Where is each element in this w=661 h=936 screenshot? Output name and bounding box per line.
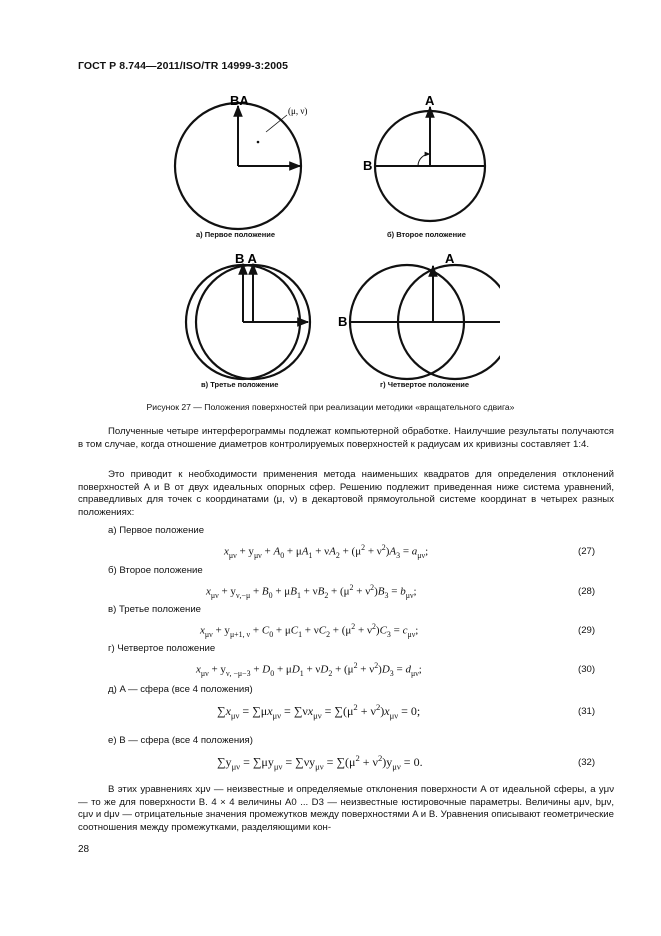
point-dot bbox=[257, 141, 260, 144]
label-ba: BA bbox=[230, 93, 249, 108]
label-a: A bbox=[445, 251, 455, 266]
panel-first-position bbox=[175, 93, 307, 229]
equation-label-27: а) Первое положение bbox=[108, 525, 205, 536]
rotation-arc bbox=[418, 154, 430, 166]
equation-27: $x_{\mu\nu} + y_{\mu\nu} + A_0 + \mu A_1 + \nu A_2 + (\mu^2 + \nu^2)A_3 = a_{\mu\nu}$; bbox=[224, 543, 429, 560]
label-b: B bbox=[363, 158, 373, 173]
equation-label-31: д) A — сфера (все 4 положения) bbox=[108, 684, 253, 695]
subcaption-b: б) Второе положение bbox=[387, 230, 466, 239]
equation-label-28: б) Второе положение bbox=[108, 565, 203, 576]
equation-number-30: (30) bbox=[578, 664, 596, 675]
equation-31: $\sum x_{\mu\nu} = \sum\mu x_{\mu\nu} = \sum\nu x_{\mu\nu} = \sum(\mu^2 + \nu^2)x_{\mu\nu} = 0$; bbox=[217, 702, 421, 721]
paragraph-3: В этих уравнениях xμν — неизвестные и определяемые отклонения поверхности A от идеальной сферы, а yμν — то же для поверхности B. 4 × 4 величины A0 ... D3 — неизвестные юстировочные параметры. Величины aμν, bμν, cμν и dμν — отрицательные значения промежутков между поверхностями A и B. Уравнения описывают геометрические соотношения между промежутками, разделяющими кон- bbox=[78, 784, 614, 833]
label-b: B bbox=[338, 314, 348, 329]
paragraph-1: Полученные четыре интерферограммы подлежат компьютерной обработке. Наилучшие результаты получаются в том случае, когда отношение диаметров контролируемых поверхностей к радиусам их кривизны составляет 1:4. bbox=[78, 426, 614, 450]
panel-second-position bbox=[363, 93, 485, 221]
equation-30: $x_{\mu\nu} + y_{\nu, -\mu-3} + D_0 + \mu D_1 + \nu D_2 + (\mu^2 + \nu^2)D_3 = d_{\mu\nu}$; bbox=[196, 661, 422, 678]
equation-29: $x_{\mu\nu} + y_{\mu+1, \nu} + C_0 + \mu C_1 + \nu C_2 + (\mu^2 + \nu^2)C_3 = c_{\mu\nu}$; bbox=[200, 622, 419, 639]
equation-number-27: (27) bbox=[578, 546, 596, 557]
panel-third-position bbox=[186, 251, 310, 379]
document-header: ГОСТ Р 8.744—2011/ISO/TR 14999-3:2005 bbox=[78, 60, 289, 72]
subcaption-a: а) Первое положение bbox=[196, 230, 276, 239]
subcaption-c: в) Третье положение bbox=[201, 380, 279, 389]
paragraph-2: Это приводит к необходимости применения метода наименьших квадратов для определения отклонений поверхностей A и B от двух идеальных опорных сфер. Решению подлежит приведенная ниже система уравнений, справедливых для точек с координатами (μ, ν) в декартовой прямоугольной системе координат в четырех разных положениях: bbox=[78, 469, 614, 518]
equation-label-32: е) B — сфера (все 4 положения) bbox=[108, 735, 253, 746]
page-number: 28 bbox=[78, 844, 90, 855]
label-b-a: B A bbox=[235, 251, 257, 266]
figure-caption: Рисунок 27 — Положения поверхностей при реализации методики «вращательного сдвига» bbox=[146, 402, 515, 412]
subcaption-d: г) Четвертое положение bbox=[380, 380, 470, 389]
equation-label-29: в) Третье положение bbox=[108, 604, 202, 615]
equation-number-28: (28) bbox=[578, 586, 596, 597]
label-a: A bbox=[425, 93, 435, 108]
equation-number-29: (29) bbox=[578, 625, 596, 636]
equation-number-31: (31) bbox=[578, 706, 596, 717]
panel-fourth-position bbox=[338, 251, 500, 379]
equation-32: $\sum y_{\mu\nu} = \sum\mu y_{\mu\nu} = \sum\nu y_{\mu\nu} = \sum(\mu^2 + \nu^2)y_{\mu\nu} = 0$. bbox=[217, 753, 423, 772]
label-mu-nu: (μ, ν) bbox=[288, 106, 308, 116]
equation-label-30: г) Четвертое положение bbox=[108, 643, 216, 654]
equation-number-32: (32) bbox=[578, 757, 596, 768]
equation-28: $x_{\mu\nu} + y_{\nu,-\mu} + B_0 + \mu B_1 + \nu B_2 + (\mu^2 + \nu^2)B_3 = b_{\mu\nu}$; bbox=[206, 583, 417, 600]
